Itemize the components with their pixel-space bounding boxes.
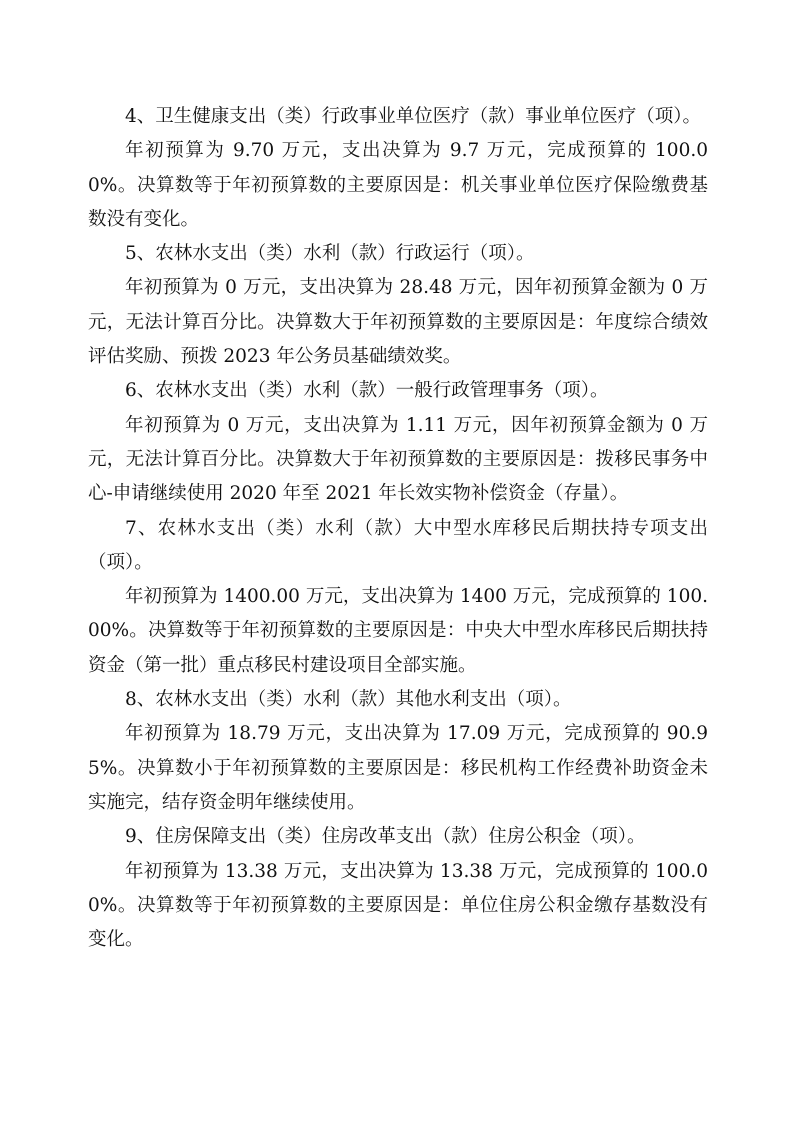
item-body-5: 年初预算为 0 万元，支出决算为 28.48 万元，因年初预算金额为 0 万元，无法计算百分比。决算数大于年初预算数的主要原因是：年度综合绩效评估奖励、预拨 2023 年公务员基础绩效奖。 [88,277,708,368]
document-body [88,100,708,957]
item-heading-4: 4、卫生健康支出（类）行政事业单位医疗（款）事业单位医疗（项）。 [125,106,702,127]
item-body-9: 年初预算为 13.38 万元，支出决算为 13.38 万元，完成预算的 100.00%。决算数等于年初预算数的主要原因是：单位住房公积金缴存基数没有变化。 [88,860,708,951]
item-body-8: 年初预算为 18.79 万元，支出决算为 17.09 万元，完成预算的 90.95%。决算数小于年初预算数的主要原因是：移民机构工作经费补助资金未实施完，结存资金明年继续使用。 [88,723,708,813]
item-heading-6: 6、农林水支出（类）水利（款）一般行政管理事务（项）。 [125,380,609,402]
item-body-7: 年初预算为 1400.00 万元，支出决算为 1400 万元，完成预算的 100.00%。决算数等于年初预算数的主要原因是：中央大中型水库移民后期扶持资金（第一批）重点移民村建设项目全部实施。 [88,586,708,676]
item-body-6: 年初预算为 0 万元，支出决算为 1.11 万元，因年初预算金额为 0 万元，无法计算百分比。决算数大于年初预算数的主要原因是：拨移民事务中心-申请继续使用 2020 年至 2021 年长效实物补偿资金（存量）。 [88,414,708,505]
item-heading-7: 7、农林水支出（类）水利（款）大中型水库移民后期扶持专项支出（项）。 [88,517,708,573]
item-body-4: 年初预算为 9.70 万元，支出决算为 9.7 万元，完成预算的 100.00%。决算数等于年初预算数的主要原因是：机关事业单位医疗保险缴费基数没有变化。 [88,140,708,230]
item-heading-8: 8、农林水支出（类）水利（款）其他水利支出（项）。 [125,689,572,711]
item-heading-5: 5、农林水支出（类）水利（款）行政运行（项）。 [125,243,535,265]
item-heading-9: 9、住房保障支出（类）住房改革支出（款）住房公积金（项）。 [125,826,646,848]
